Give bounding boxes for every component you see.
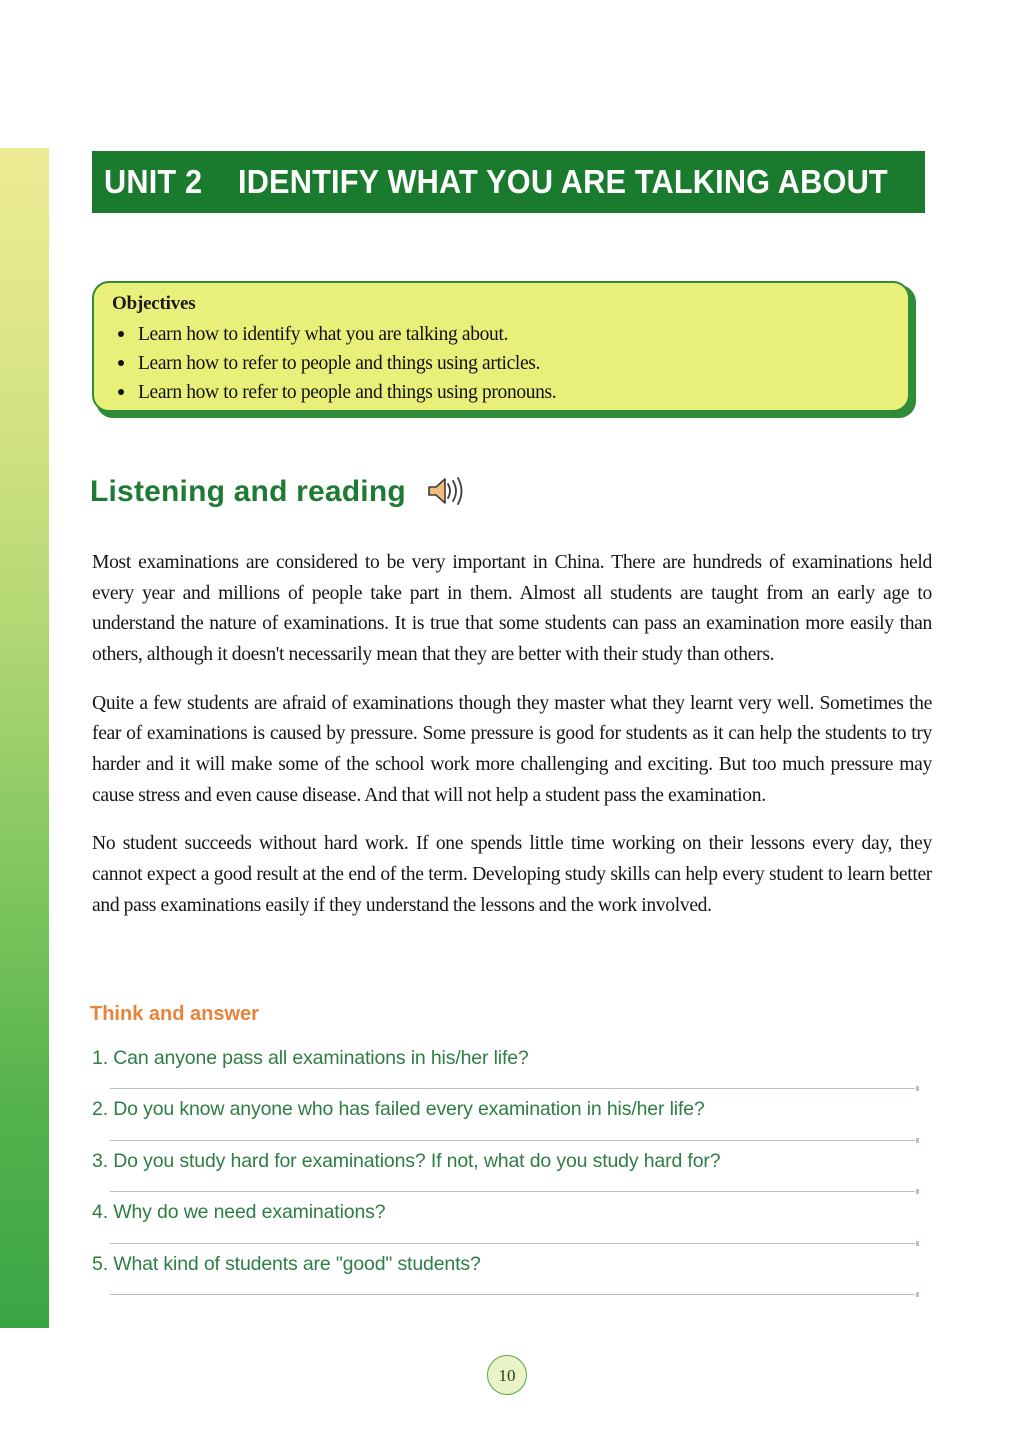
page-number-badge (487, 1355, 527, 1395)
think-and-answer-section (90, 1003, 930, 1295)
unit-header-inner (92, 163, 936, 201)
objective-item (112, 350, 908, 379)
answer-line[interactable] (110, 1294, 915, 1295)
think-and-answer-heading: Think and answer (90, 1003, 259, 1025)
bullet-icon (118, 360, 124, 366)
question-item (90, 1089, 930, 1140)
objective-item (112, 379, 908, 408)
question-item (90, 1038, 930, 1089)
question-item (90, 1244, 930, 1295)
passage-paragraph: No student succeeds without hard work. If one spends little time working on their lessons every day, they cannot expect a good result at the end of the term. Developing study skills can help every student to learn better and pass examinations easily if they understand the lessons and the work involved. (92, 833, 932, 916)
objectives-list (112, 321, 908, 408)
passage-paragraph: Most examinations are considered to be very important in China. There are hundreds of examinations held every year and millions of people take part in them. Almost all students are taught from an early age to understand the nature of examinations. It is true that some students can pass an examination more easily than others, although it doesn't necessarily mean that they are better with their study than others. (92, 552, 932, 665)
reading-passage (92, 548, 932, 921)
unit-number-label: UNIT 2 (104, 163, 203, 200)
unit-title: IDENTIFY WHAT YOU ARE TALKING ABOUT (237, 163, 888, 200)
section-title: Listening and reading (90, 474, 406, 508)
question-item (90, 1192, 930, 1243)
question-text: 2. Do you know anyone who has failed every examination in his/her life? (92, 1098, 705, 1121)
answer-line[interactable] (110, 1088, 915, 1089)
answer-line[interactable] (110, 1243, 915, 1244)
objective-item-text: Learn how to identify what you are talking about. (138, 324, 509, 345)
left-gradient-band (0, 148, 49, 1328)
question-text: 3. Do you study hard for examinations? If not, what do you study hard for? (92, 1149, 721, 1172)
passage-paragraph: Quite a few students are afraid of examinations though they master what they learnt very well. Sometimes the fear of examinations is caused by pressure. Some pressure is good for students as it can help the students to try harder and it will make some of the school work more challenging and exciting. But too much pressure may cause stress and even cause disease. And that will not help a student pass the examination. (92, 692, 932, 806)
page-number-text: 10 (498, 1365, 516, 1385)
question-text: 4. Why do we need examinations? (92, 1201, 386, 1224)
question-text: 5. What kind of students are "good" students? (92, 1252, 481, 1275)
bullet-icon (118, 389, 124, 395)
listening-and-reading-heading (90, 472, 466, 511)
objectives-heading: Objectives (112, 293, 196, 314)
answer-line[interactable] (110, 1140, 915, 1141)
objective-item-text: Learn how to refer to people and things using articles. (138, 352, 541, 374)
question-text: 1. Can anyone pass all examinations in his/her life? (92, 1047, 529, 1069)
objective-item (112, 321, 908, 350)
unit-header-bar (92, 151, 925, 213)
objectives-box (92, 281, 910, 412)
bullet-icon (118, 331, 124, 337)
speaker-icon[interactable] (426, 476, 466, 511)
answer-line[interactable] (110, 1191, 915, 1192)
objective-item-text: Learn how to refer to people and things using pronouns. (138, 381, 557, 403)
question-item (90, 1141, 930, 1192)
